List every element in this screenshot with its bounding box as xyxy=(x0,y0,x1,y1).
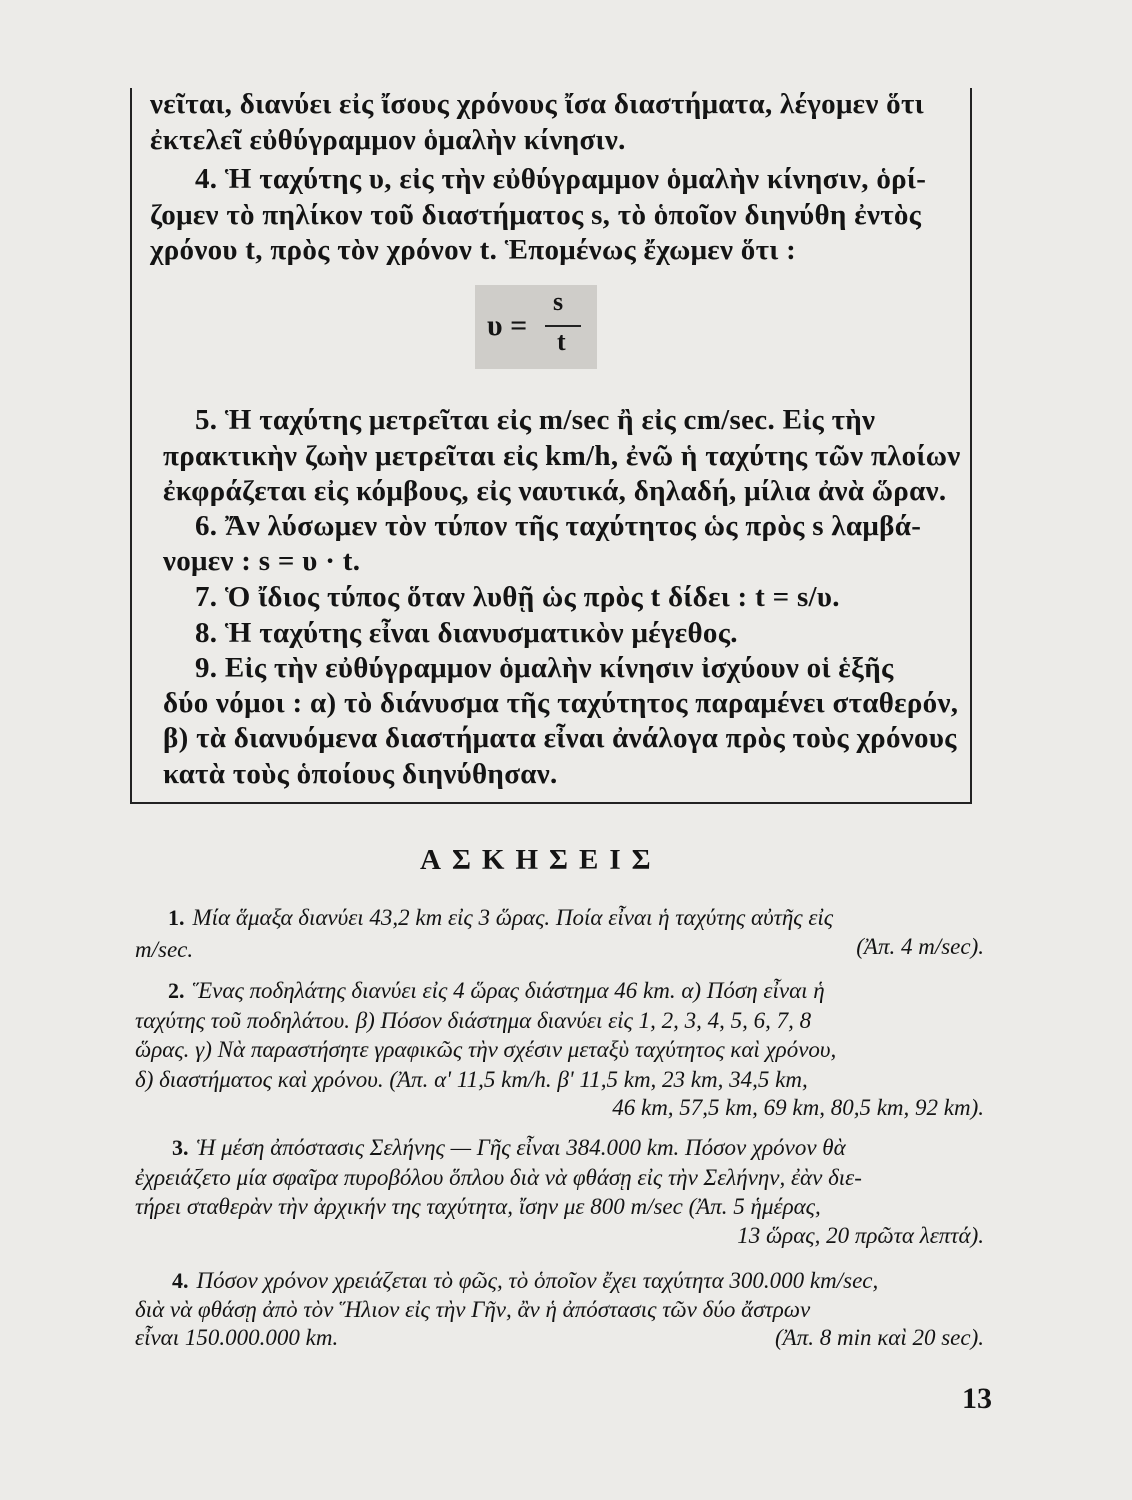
summary-point-4: 4. Ἡ ταχύτης υ, εἰς τὴν εὐθύγραμμον ὁμαλὴν κίνησιν, ὁρί- xyxy=(195,163,927,195)
formula-denominator: t xyxy=(557,327,566,356)
summary-point-6: 6. Ἄν λύσωμεν τὸν τύπον τῆς ταχύτητος ὡς πρὸς s λαμβά- xyxy=(195,510,922,542)
velocity-formula xyxy=(475,285,597,369)
summary-line: νεῖται, διανύει εἰς ἴσους χρόνους ἴσα διαστήματα, λέγομεν ὅτι xyxy=(150,88,924,120)
summary-point-9: 9. Εἰς τὴν εὐθύγραμμον ὁμαλὴν κίνησιν ἰσχύουν οἱ ἑξῆς xyxy=(195,652,894,684)
summary-line: ἐκφράζεται εἰς κόμβους, εἰς ναυτικά, δηλαδή, μίλια ἀνὰ ὥραν. xyxy=(163,475,947,507)
formula-numerator: s xyxy=(553,287,564,316)
exercise-text: εἶναι 150.000.000 km. xyxy=(135,1325,339,1350)
exercise-answer: (Ἀπ. 4 m/sec). xyxy=(856,934,984,959)
exercise-2 xyxy=(168,978,825,1004)
exercise-4 xyxy=(172,1268,878,1294)
summary-line: δύο νόμοι : α) τὸ διάνυσμα τῆς ταχύτητος παραμένει σταθερόν, xyxy=(163,687,959,719)
summary-line: β) τὰ διανυόμενα διαστήματα εἶναι ἀνάλογα πρὸς τοὺς χρόνους xyxy=(163,722,957,754)
exercise-answer: 13 ὥρας, 20 πρῶτα λεπτά). xyxy=(737,1223,984,1248)
exercise-text: Ἡ μέση ἀπόστασις Σελήνης — Γῆς εἶναι 384.000 km. Πόσον χρόνον θὰ xyxy=(196,1135,846,1160)
exercise-number: 2. xyxy=(168,978,185,1003)
page-number: 13 xyxy=(962,1382,992,1415)
exercise-number: 4. xyxy=(172,1268,189,1293)
summary-line: ἐκτελεῖ εὐθύγραμμον ὁμαλὴν κίνησιν. xyxy=(150,124,626,156)
exercise-text: Πόσον χρόνον χρειάζεται τὸ φῶς, τὸ ὁποῖον ἔχει ταχύτητα 300.000 km/sec, xyxy=(196,1268,879,1293)
summary-point-7: 7. Ὁ ἴδιος τύπος ὅταν λυθῇ ὡς πρὸς t δίδει : t = s/υ. xyxy=(195,581,840,613)
summary-point-8: 8. Ἡ ταχύτης εἶναι διανυσματικὸν μέγεθος. xyxy=(195,617,738,649)
formula-lhs: υ = xyxy=(487,309,528,342)
exercise-text: m/sec. xyxy=(135,937,194,962)
summary-line: νομεν : s = υ · t. xyxy=(163,545,361,577)
exercise-text: διὰ νὰ φθάσῃ ἀπὸ τὸν Ἥλιον εἰς τὴν Γῆν, ἂν ἡ ἀπόστασις τῶν δύο ἄστρων xyxy=(135,1297,811,1322)
exercises-heading: ΑΣΚΗΣΕΙΣ xyxy=(420,844,662,876)
exercise-text: τήρει σταθερὰν τὴν ἀρχικήν της ταχύτητα, ἴσην με 800 m/sec (Ἀπ. 5 ἡμέρας, xyxy=(135,1194,821,1219)
summary-line: πρακτικὴν ζωὴν μετρεῖται εἰς km/h, ἐνῶ ἡ ταχύτης τῶν πλοίων xyxy=(163,440,961,472)
exercise-3 xyxy=(172,1135,846,1161)
exercise-text: Ἕνας ποδηλάτης διανύει εἰς 4 ὥρας διάστημα 46 km. α) Πόση εἶναι ἡ xyxy=(192,978,825,1003)
exercise-1 xyxy=(168,905,833,931)
summary-line: χρόνου t, πρὸς τὸν χρόνον t. Ἑπομένως ἔχωμεν ὅτι : xyxy=(150,234,797,266)
exercise-answer: (Ἀπ. 8 min καὶ 20 sec). xyxy=(774,1325,984,1350)
exercise-number: 1. xyxy=(168,905,185,930)
exercise-text: ἐχρειάζετο μία σφαῖρα πυροβόλου ὅπλου διὰ νὰ φθάσῃ εἰς τὴν Σελήνην, ἐὰν διε- xyxy=(135,1165,862,1190)
summary-point-5: 5. Ἡ ταχύτης μετρεῖται εἰς m/sec ἢ εἰς cm/sec. Εἰς τὴν xyxy=(195,404,876,436)
summary-line: ζομεν τὸ πηλίκον τοῦ διαστήματος s, τὸ ὁποῖον διηνύθη ἐντὸς xyxy=(150,199,922,231)
exercise-answer: 46 km, 57,5 km, 69 km, 80,5 km, 92 km). xyxy=(612,1095,984,1120)
exercise-text: Μία ἅμαξα διανύει 43,2 km εἰς 3 ὥρας. Ποία εἶναι ἡ ταχύτης αὐτῆς εἰς xyxy=(192,905,834,930)
exercise-text: ὥρας. γ) Νὰ παραστήσητε γραφικῶς τὴν σχέσιν μεταξὺ ταχύτητος καὶ χρόνου, xyxy=(135,1037,837,1062)
summary-line: κατὰ τοὺς ὁποίους διηνύθησαν. xyxy=(163,758,558,790)
exercise-text: δ) διαστήματος καὶ χρόνου. (Ἀπ. α' 11,5 km/h. β' 11,5 km, 23 km, 34,5 km, xyxy=(135,1067,808,1092)
exercise-number: 3. xyxy=(172,1135,189,1160)
exercise-text: ταχύτης τοῦ ποδηλάτου. β) Πόσον διάστημα διανύει εἰς 1, 2, 3, 4, 5, 6, 7, 8 xyxy=(135,1008,812,1033)
